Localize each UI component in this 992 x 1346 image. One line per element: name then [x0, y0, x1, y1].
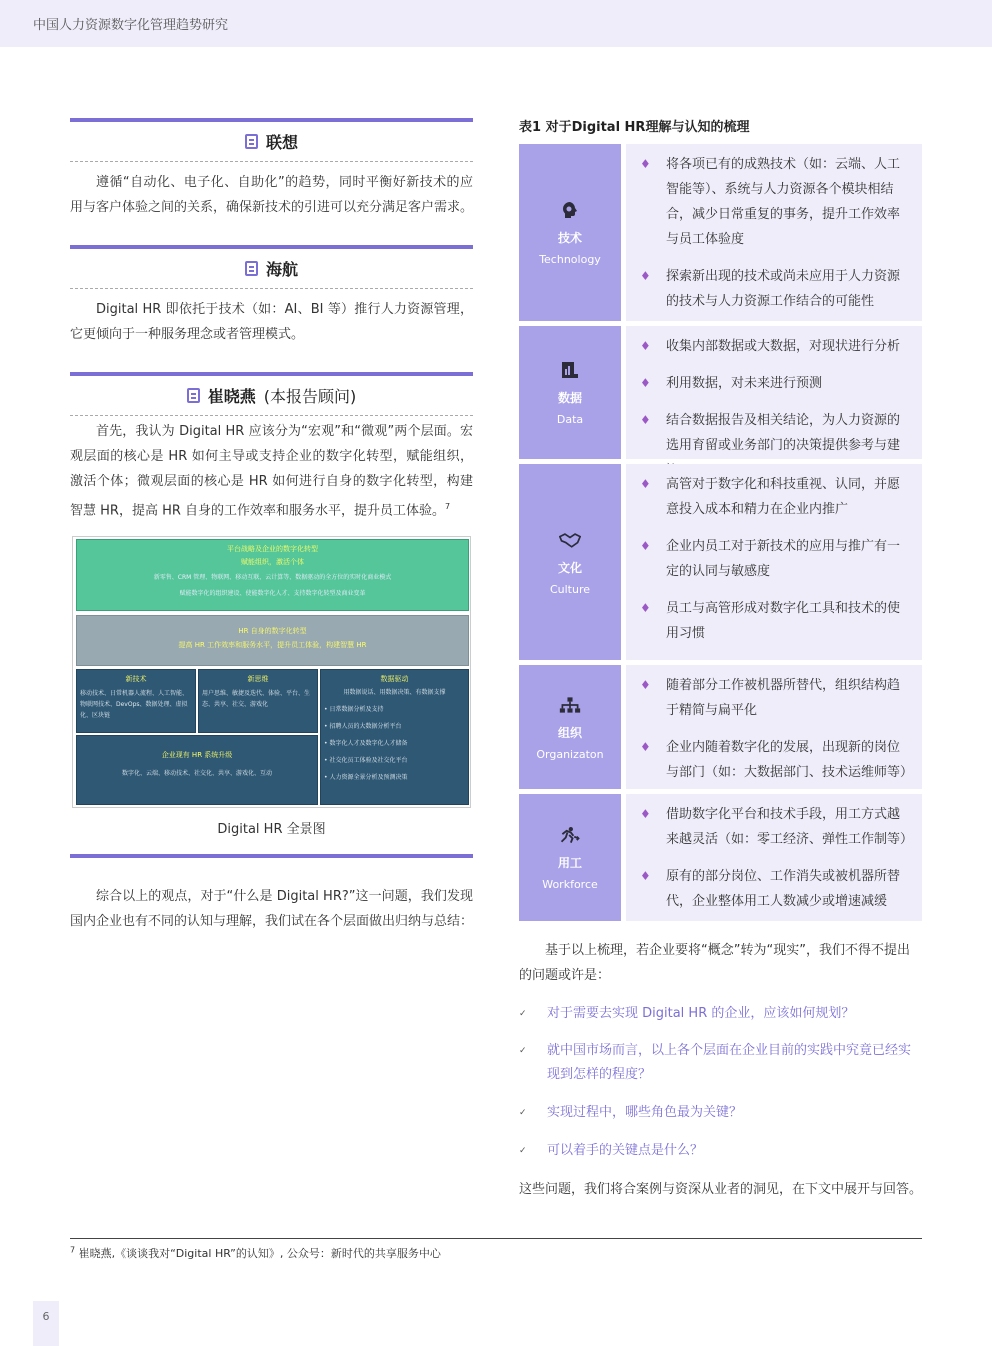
handshake-icon: [559, 529, 581, 551]
footnote-text: 崔晓燕,《谈谈我对“Digital HR”的认知》, 公众号：新时代的共享服务中心: [75, 1247, 441, 1260]
row-content: [626, 326, 922, 459]
diagram-col-item: 用数据说话、用数据决策、有数据支撑: [343, 689, 446, 696]
section-divider: [70, 854, 473, 858]
question-text: 对于需要去实现 Digital HR 的企业，应该如何规划？: [547, 1006, 855, 1021]
section-name-suffix: (本报告顾问): [263, 387, 357, 406]
row-content: [626, 464, 922, 660]
question-item: [519, 1101, 922, 1125]
row-label: [519, 144, 621, 321]
diagram-col-thinking: [198, 669, 318, 733]
section-name: 联想: [265, 133, 298, 152]
bullet-item: ♦ 利用数据，对未来进行预测: [638, 371, 910, 396]
row-label-cn: 组织: [557, 725, 582, 740]
table-row-culture: [519, 464, 922, 660]
row-label: [519, 794, 621, 921]
diagram-col-text: 用户思维、敏捷及迭代、体验、平台、生态、共享、社交、游戏化: [202, 690, 311, 708]
bullet-item: ♦ 企业内随着数字化的发展，出现新的岗位与部门（如：大数据部门、技术运维师等）: [638, 735, 910, 785]
row-label: [519, 665, 621, 789]
bullet-item: ♦ 结合数据报告及相关结论，为人力资源的选用育留或业务部门的决策提供参考与建: [638, 408, 910, 483]
section-text-hna: Digital HR 即依托于技术（如：AI、BI 等）推行人力资源管理，它更倾向于一种服务理念或者管理模式。: [70, 302, 473, 342]
org-chart-icon: [559, 694, 581, 716]
diagram-mid-title: HR 自身的数字化转型: [238, 627, 307, 635]
section-name: 崔晓燕: [207, 387, 256, 406]
diagram-col-item: • 日常数据分析及支持: [324, 706, 384, 713]
question-item: [519, 1139, 922, 1163]
page-header: [0, 0, 992, 47]
clipboard-icon: [187, 388, 200, 403]
diagram-top-line2: 赋能数字化的组织建设、使能数字化人才、支持数字化转型及商业变革: [179, 590, 366, 597]
diagram-col-title: 企业现有 HR 系统升级: [161, 751, 233, 759]
footnote-number: 7: [70, 1245, 76, 1255]
bullet-item: ♦ 将各项已有的成熟技术（如：云端、人工智能等）、系统与人力资源各个模块相结合，减少日常重复的事务，提升工作效率与员工体验度: [638, 152, 910, 252]
row-label-en: Technology: [539, 253, 601, 266]
row-content: [626, 794, 922, 921]
section-name: 海航: [265, 260, 298, 279]
diagram-col-upgrade: [76, 735, 318, 805]
check-icon: ✓: [519, 1009, 527, 1019]
check-icon: ✓: [519, 1046, 527, 1056]
row-label: [519, 326, 621, 459]
footnote-ref: 7: [445, 502, 451, 511]
section-title-hna: [70, 249, 473, 289]
right-outro: 这些问题，我们将合案例与资深从业者的洞见，在下文中展开与回答。: [519, 1182, 923, 1197]
diagram-mid-sub: 提高 HR 工作效率和服务水平，提升员工体验，构建智慧 HR: [178, 641, 367, 649]
diagram-mid-block: [76, 615, 469, 666]
row-label-en: Workforce: [542, 878, 598, 891]
page-number: 6: [33, 1301, 59, 1346]
question-text: 就中国市场而言，以上各个层面在企业目前的实践中究竟已经实现到怎样的程度？: [547, 1043, 912, 1082]
diagram-top-block: [76, 539, 469, 611]
diagram-top-title: 平台战略及企业的数字化转型: [227, 545, 318, 553]
footnote-divider: [70, 1238, 922, 1239]
conclusion-block: [70, 884, 473, 934]
clipboard-icon: [245, 261, 258, 276]
row-label-en: Data: [556, 413, 584, 426]
bullet-item: ♦ 随着部分工作被机器所替代，组织结构趋于精简与扁平化: [638, 673, 910, 723]
row-label-cn: 文化: [557, 560, 582, 575]
conclusion-text: 综合以上的观点，对于“什么是 Digital HR?”这一问题，我们发现国内企业也有不同的认知与理解，我们试在各个层面做出归纳与总结：: [70, 889, 474, 929]
diagram-col-text: 数字化、云端、移动技术、社交化、共享、游戏化、互动: [121, 770, 272, 777]
row-label-en: Culture: [549, 582, 591, 596]
row-label-cn: 数据: [557, 391, 582, 405]
section-title-lenovo: [70, 122, 473, 162]
clipboard-icon: [245, 134, 258, 149]
diagram-col-item: • 人力资源全景分析及预测决策: [324, 774, 408, 781]
row-content: [626, 665, 922, 789]
row-label-cn: 用工: [557, 856, 582, 870]
table-row-technology: [519, 144, 922, 321]
bullet-item: ♦ 员工与高管形成对数字化工具和技术的使用习惯: [638, 596, 910, 646]
table-row-workforce: [519, 794, 922, 921]
diagram-col-text: 移动技术、日常机器人流程、人工智能、物联网技术、DevOps、数据处理、虚拟化、区块链: [80, 690, 189, 719]
diagram-col-item: • 招聘人员的大数据分析平台: [324, 723, 402, 730]
table-row-organization: [519, 665, 922, 789]
row-label: [519, 464, 621, 660]
diagram-col-title: 新技术: [125, 675, 147, 683]
section-text-advisor: [70, 419, 473, 523]
diagram-top-line1: 新零售、CRM 管理、物联网、移动互联、云计算等、数据驱动的全方位的实时化商业模式: [153, 574, 392, 581]
diagram-col-title: 数据驱动: [380, 675, 409, 683]
bullet-item: ♦ 收集内部数据或大数据，对现状进行分析: [638, 334, 910, 359]
right-intro: 基于以上梳理，若企业要将“概念”转为“现实”，我们不得不提出的问题或许是：: [519, 943, 910, 983]
bullet-item: ♦ 探索新出现的技术或尚未应用于人力资源的技术与人力资源工作结合的可能性: [638, 264, 910, 314]
row-label-en: Organizaton: [536, 747, 604, 761]
diagram-col-data: [320, 669, 469, 805]
diagram-col-item: • 数字化人才及数字化人才储备: [324, 740, 408, 747]
left-column: [70, 118, 473, 523]
advisor-text: 首先，我认为 Digital HR 应该分为“宏观”和“微观”两个层面。宏观层面的核心是 HR 如何主导或支持企业的数字化转型，赋能组织，激活个体；微观层面的核心是 HR 如何进行自身的数字化转型，构建智慧 HR，提高 HR 自身的工作效率和服务水平，提升员工体验。: [70, 424, 473, 519]
header-title: 中国人力资源数字化管理趋势研究: [33, 18, 229, 33]
question-item: [519, 1002, 922, 1026]
running-person-icon: [559, 824, 581, 846]
bullet-item: ♦ 原有的部分岗位、工作消失或被机器所替代，企业整体用工人数减少或增速减缓: [638, 864, 910, 914]
question-text: 实现过程中，哪些角色最为关键？: [547, 1105, 743, 1120]
check-icon: ✓: [519, 1108, 527, 1118]
diagram-col-tech: [76, 669, 196, 733]
row-content: [626, 144, 922, 321]
check-icon: ✓: [519, 1146, 527, 1156]
footnote: [70, 1245, 441, 1261]
diagram-col-title: 新思维: [247, 675, 269, 683]
brain-gear-icon: [559, 199, 581, 221]
row-label-cn: 技术: [557, 231, 582, 245]
question-item: [519, 1039, 922, 1087]
digital-hr-diagram: [72, 536, 471, 808]
table-title: 表1 对于Digital HR理解与认知的梳理: [519, 120, 750, 135]
section-text-lenovo: 遵循“自动化、电子化、自助化”的趋势，同时平衡好新技术的应用与客户体验之间的关系，确保新技术的引进可以充分满足客户需求。: [70, 175, 474, 215]
diagram-col-item: • 社交化员工体验及社交化平台: [324, 757, 408, 764]
section-title-advisor: [70, 376, 473, 416]
table-row-data: [519, 326, 922, 459]
data-chart-icon: [559, 359, 581, 381]
bullet-item: ♦ 高管对于数字化和科技重视、认同，并愿意投入成本和精力在企业内推广: [638, 472, 910, 522]
bullet-item: ♦ 企业内员工对于新技术的应用与推广有一定的认同与敏感度: [638, 534, 910, 584]
diagram-caption: Digital HR 全景图: [217, 822, 326, 837]
diagram-top-sub: 赋能组织，激活个体: [241, 558, 304, 566]
bullet-item: ♦ 借助数字化平台和技术手段，用工方式越来越灵活（如：零工经济、弹性工作制等）: [638, 802, 910, 852]
question-text: 可以着手的关键点是什么？: [547, 1143, 704, 1158]
